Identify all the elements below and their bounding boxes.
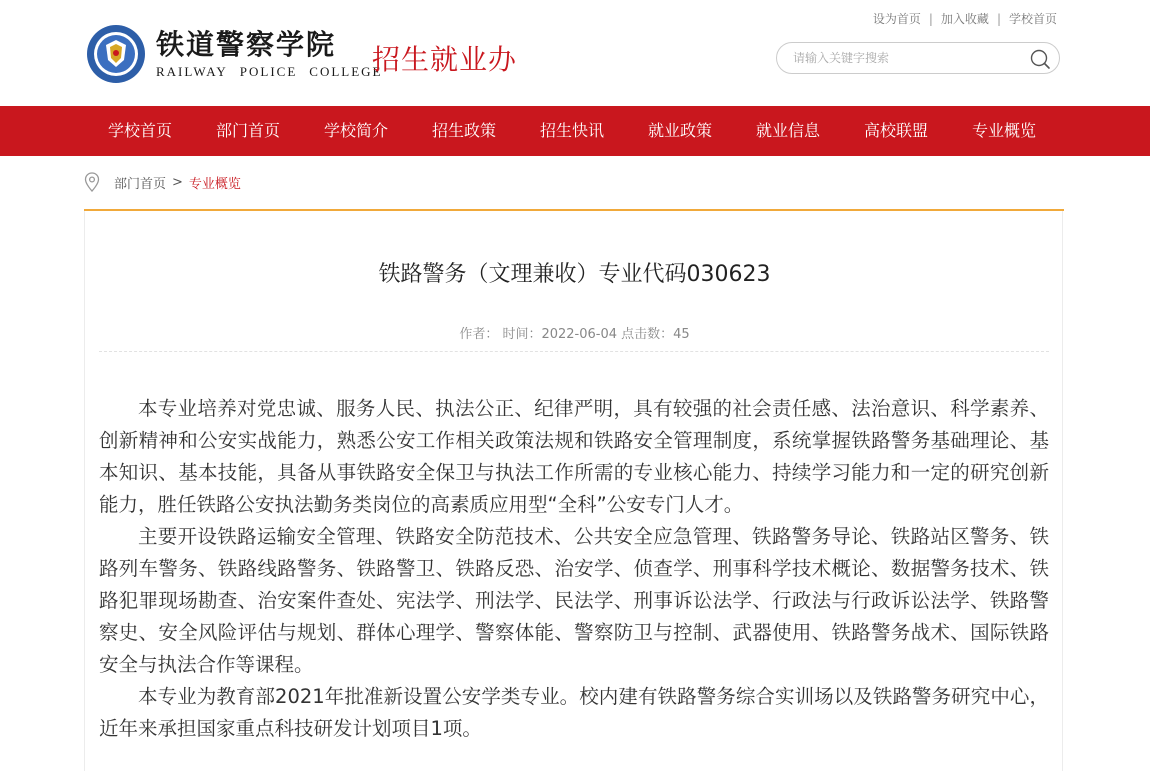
- article-body: [99, 393, 1049, 745]
- top-links: [873, 10, 1057, 27]
- article-meta: 作者： 时间：2022-06-04 点击数：45: [459, 327, 690, 342]
- search-icon[interactable]: [1029, 48, 1051, 70]
- school-name-en-word: RAILWAY: [156, 64, 228, 79]
- article-card: [84, 211, 1063, 771]
- school-name-en: [156, 64, 395, 80]
- breadcrumb: [84, 172, 241, 192]
- main-nav: [0, 106, 1150, 156]
- search-box: [776, 42, 1060, 74]
- nav-item-employment-policy[interactable]: 就业政策: [647, 121, 712, 140]
- add-favorite-link[interactable]: 加入收藏: [940, 12, 989, 26]
- article-paragraph: 本专业为教育部2021年批准新设置公安学类专业。校内建有铁路警务综合实训场以及铁路警务研究中心，近年来承担国家重点科技研发计划项目1项。: [99, 685, 1049, 740]
- breadcrumb-home-link[interactable]: 部门首页: [114, 176, 167, 192]
- nav-item-admission-news[interactable]: 招生快讯: [539, 121, 604, 140]
- link-separator: |: [996, 11, 1001, 26]
- department-title: 招生就业办: [372, 43, 518, 76]
- nav-item-admission-policy[interactable]: 招生政策: [431, 121, 496, 140]
- article-paragraph: 主要开设铁路运输安全管理、铁路安全防范技术、公共安全应急管理、铁路警务导论、铁路站区警务、铁路列车警务、铁路线路警务、铁路警卫、铁路反恐、治安学、侦查学、刑事科学技术概论、数据警务技术、铁路犯罪现场勘查、治安案件查处、宪法学、刑法学、民法学、刑事诉讼法学、行政法与行政诉讼法学、铁路警察史、安全风险评估与规划、群体心理学、警察体能、警察防卫与控制、武器使用、铁路警务战术、国际铁路安全与执法合作等课程。: [99, 525, 1049, 676]
- article-paragraph: 本专业培养对党忠诚、服务人民、执法公正、纪律严明，具有较强的社会责任感、法治意识、科学素养、创新精神和公安实战能力，熟悉公安工作相关政策法规和铁路安全管理制度，系统掌握铁路警务基础理论、基本知识、基本技能，具备从事铁路安全保卫与执法工作所需的专业核心能力、持续学习能力和一定的研究创新能力，胜任铁路公安执法勤务类岗位的高素质应用型“全科”公安专门人才。: [99, 397, 1049, 516]
- breadcrumb-current: 专业概览: [188, 176, 241, 192]
- school-homepage-link[interactable]: 学校首页: [1008, 12, 1057, 26]
- college-seal-icon: [86, 24, 146, 84]
- logo-text: [156, 28, 395, 80]
- search-input[interactable]: [791, 50, 1015, 66]
- college-logo[interactable]: [86, 24, 395, 84]
- school-name-en-word: COLLEGE: [309, 64, 383, 79]
- school-name-en-word: POLICE: [239, 64, 298, 79]
- nav-item-school-home[interactable]: 学校首页: [107, 121, 172, 140]
- link-separator: |: [928, 11, 933, 26]
- nav-item-majors-overview[interactable]: 专业概览: [971, 121, 1036, 140]
- nav-item-school-intro[interactable]: 学校简介: [323, 121, 388, 140]
- site-header: [0, 0, 1150, 106]
- breadcrumb-separator: >: [172, 174, 183, 190]
- meta-divider: [99, 351, 1049, 352]
- nav-item-dept-home[interactable]: 部门首页: [215, 121, 280, 140]
- article-title: 铁路警务（文理兼收）专业代码030623: [378, 262, 771, 287]
- set-homepage-link[interactable]: 设为首页: [872, 12, 921, 26]
- nav-item-college-alliance[interactable]: 高校联盟: [863, 121, 928, 140]
- school-name-cn: 铁道警察学院: [156, 28, 337, 61]
- location-pin-icon: [84, 172, 100, 192]
- nav-item-employment-info[interactable]: 就业信息: [755, 121, 820, 140]
